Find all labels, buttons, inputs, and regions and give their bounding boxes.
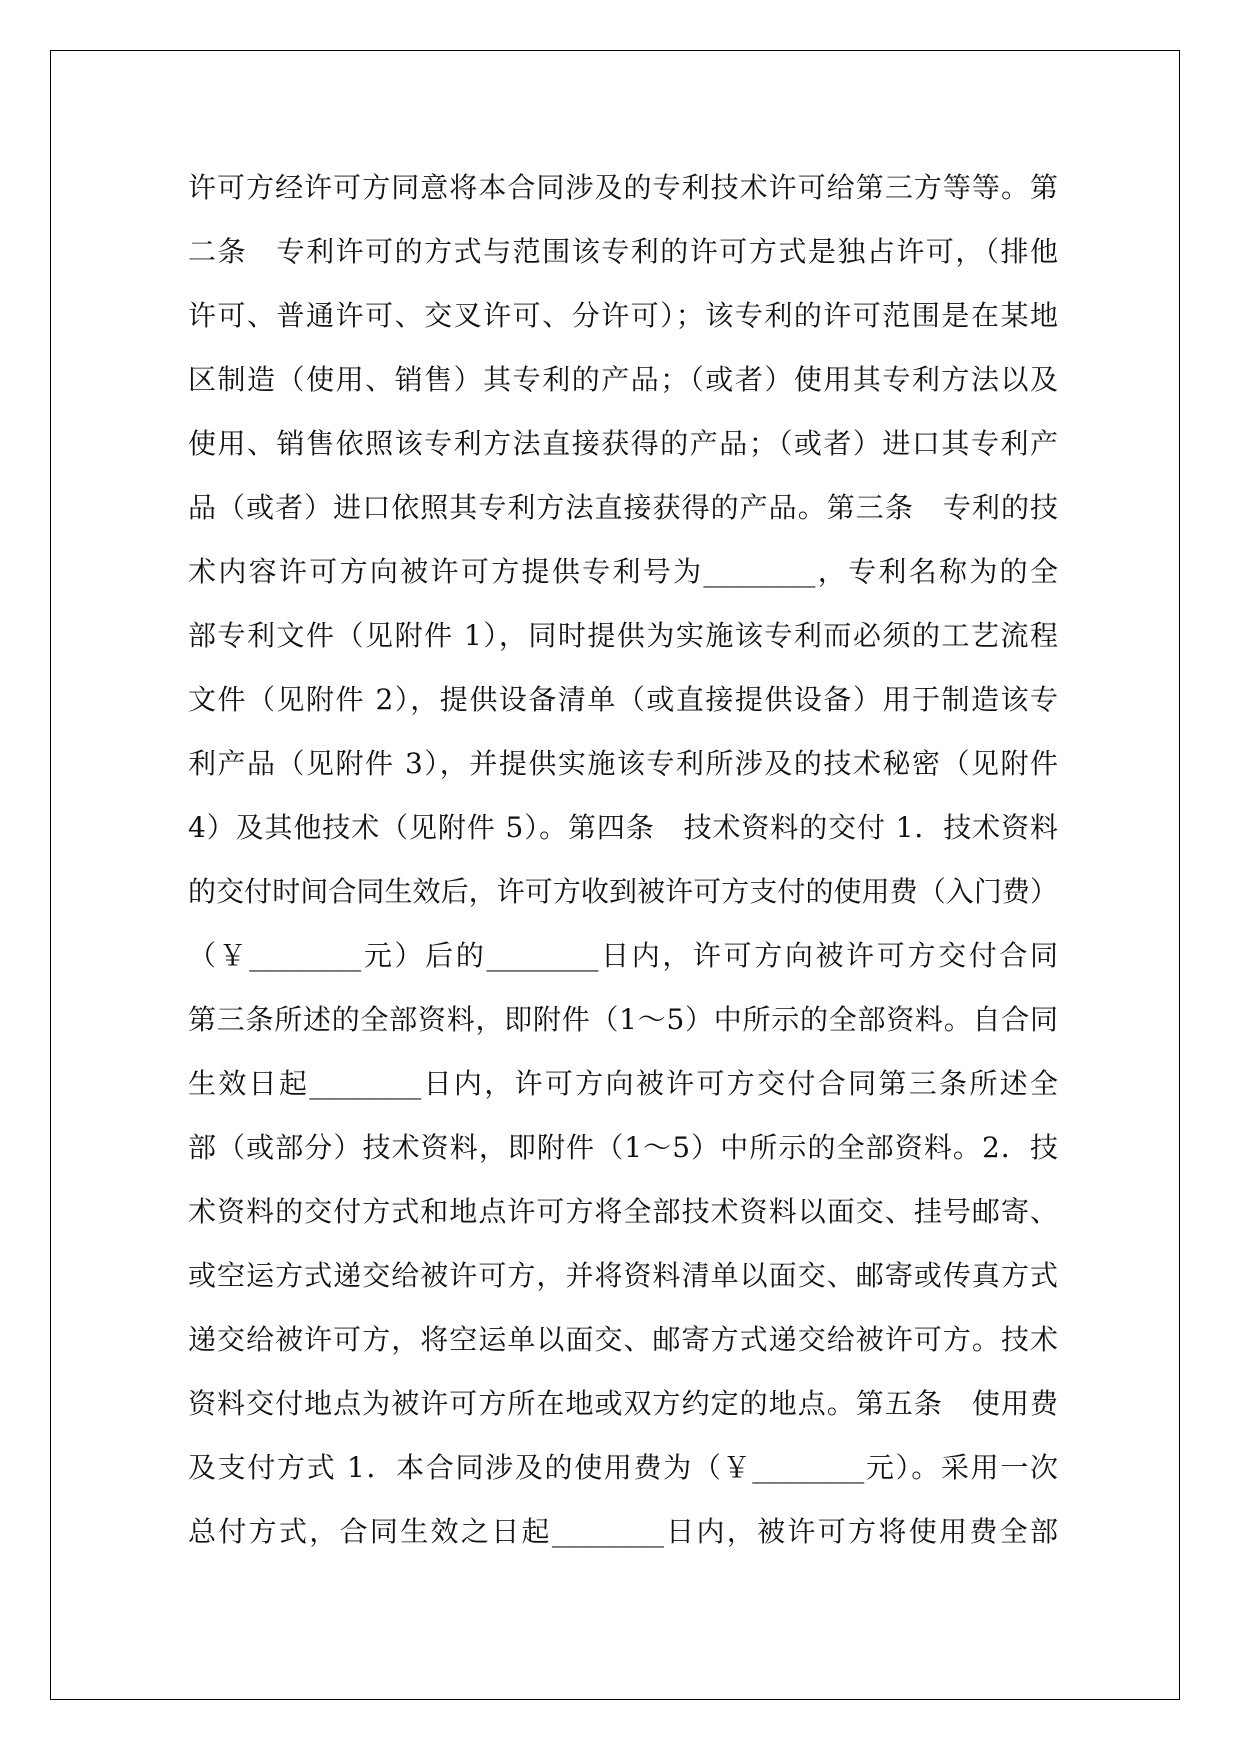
contract-body-text [188, 156, 1058, 1564]
text-line: 递交给被许可方，将空运单以面交、邮寄方式递交给被许可方。技术 [188, 1323, 1058, 1356]
text-line: （￥________元）后的________日内，许可方向被许可方交付合同 [188, 939, 1058, 972]
text-line: 术内容许可方向被许可方提供专利号为________，专利名称为的全 [188, 555, 1058, 588]
text-line: 品（或者）进口依照其专利方法直接获得的产品。第三条 专利的技 [188, 491, 1058, 524]
text-line: 区制造（使用、销售）其专利的产品；（或者）使用其专利方法以及 [188, 363, 1058, 396]
text-line: 资料交付地点为被许可方所在地或双方约定的地点。第五条 使用费 [188, 1387, 1058, 1420]
text-line: 及支付方式 1．本合同涉及的使用费为（￥________元）。采用一次 [188, 1451, 1058, 1484]
text-line: 4）及其他技术（见附件 5）。第四条 技术资料的交付 1．技术资料 [188, 811, 1058, 844]
text-line: 许可、普通许可、交叉许可、分许可）；该专利的许可范围是在某地 [188, 299, 1058, 332]
text-line: 生效日起________日内，许可方向被许可方交付合同第三条所述全 [188, 1067, 1058, 1100]
text-line: 的交付时间合同生效后，许可方收到被许可方支付的使用费（入门费） [188, 875, 1058, 908]
text-line: 部（或部分）技术资料，即附件（1～5）中所示的全部资料。2．技 [188, 1131, 1058, 1164]
text-line: 使用、销售依照该专利方法直接获得的产品；（或者）进口其专利产 [188, 427, 1058, 460]
text-line: 利产品（见附件 3），并提供实施该专利所涉及的技术秘密（见附件 [188, 747, 1058, 780]
text-line: 文件（见附件 2），提供设备清单（或直接提供设备）用于制造该专 [188, 683, 1058, 716]
text-line: 或空运方式递交给被许可方，并将资料清单以面交、邮寄或传真方式 [188, 1259, 1058, 1292]
text-line: 术资料的交付方式和地点许可方将全部技术资料以面交、挂号邮寄、 [188, 1195, 1058, 1228]
text-line: 部专利文件（见附件 1），同时提供为实施该专利而必须的工艺流程 [188, 619, 1058, 652]
text-line: 第三条所述的全部资料，即附件（1～5）中所示的全部资料。自合同 [188, 1003, 1058, 1036]
text-line: 总付方式，合同生效之日起________日内，被许可方将使用费全部 [188, 1515, 1058, 1548]
text-line: 二条 专利许可的方式与范围该专利的许可方式是独占许可，（排他 [188, 235, 1058, 268]
text-line: 许可方经许可方同意将本合同涉及的专利技术许可给第三方等等。第 [188, 171, 1058, 204]
